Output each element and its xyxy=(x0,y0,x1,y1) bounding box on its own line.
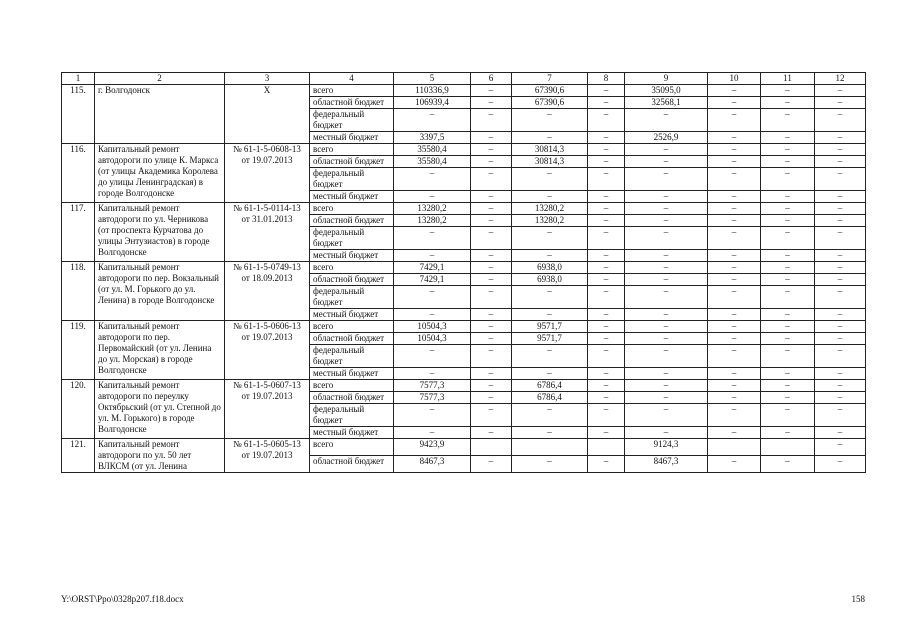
item-number: 121. xyxy=(62,439,95,473)
amount-cell: – xyxy=(588,380,625,392)
amount-cell: 7429,1 xyxy=(394,274,471,286)
amount-cell: – xyxy=(471,392,512,404)
footer-page-number: 158 xyxy=(851,594,865,604)
table-row xyxy=(62,144,866,156)
amount-cell: – xyxy=(708,380,761,392)
column-header: 2 xyxy=(95,73,225,85)
amount-cell: 8467,3 xyxy=(394,456,471,473)
amount-cell: – xyxy=(512,132,588,144)
amount-cell: – xyxy=(708,274,761,286)
funding-source: всего xyxy=(310,439,394,456)
amount-cell: – xyxy=(815,321,866,333)
amount-cell: – xyxy=(815,250,866,262)
amount-cell: – xyxy=(815,274,866,286)
column-header: 1 xyxy=(62,73,95,85)
amount-cell: – xyxy=(512,309,588,321)
funding-source: областной бюджет xyxy=(310,215,394,227)
amount-cell: – xyxy=(625,203,708,215)
amount-cell: – xyxy=(512,286,588,309)
amount-cell: – xyxy=(708,132,761,144)
amount-cell: – xyxy=(761,168,815,191)
amount-cell: – xyxy=(761,456,815,473)
funding-source: всего xyxy=(310,380,394,392)
amount-cell: – xyxy=(588,392,625,404)
amount-cell: 13280,2 xyxy=(394,215,471,227)
amount-cell: – xyxy=(471,333,512,345)
amount-cell: – xyxy=(708,227,761,250)
amount-cell: – xyxy=(815,427,866,439)
amount-cell: – xyxy=(708,109,761,132)
amount-cell: – xyxy=(708,97,761,109)
amount-cell: – xyxy=(588,191,625,203)
table-body xyxy=(62,73,866,473)
amount-cell: – xyxy=(708,333,761,345)
amount-cell: – xyxy=(815,191,866,203)
amount-cell: – xyxy=(708,456,761,473)
object-name: Капитальный ремонт автодороги по улице К. Маркса (от улицы Академика Королева до улицы Ленинградская) в городе Волгодонске xyxy=(95,144,225,203)
object-name: Капитальный ремонт автодороги по пер. Первомайский (от ул. Ленина до ул. Морская) в городе Волгодонске xyxy=(95,321,225,380)
object-name: Капитальный ремонт автодороги по ул. 50 лет ВЛКСМ (от ул. Ленина xyxy=(95,439,225,473)
amount-cell: – xyxy=(761,427,815,439)
amount-cell: – xyxy=(708,309,761,321)
amount-cell: – xyxy=(815,380,866,392)
amount-cell: – xyxy=(394,427,471,439)
amount-cell: 67390,6 xyxy=(512,97,588,109)
amount-cell: 7577,3 xyxy=(394,380,471,392)
amount-cell: – xyxy=(394,286,471,309)
amount-cell: – xyxy=(761,392,815,404)
amount-cell: – xyxy=(394,109,471,132)
item-number: 116. xyxy=(62,144,95,203)
amount-cell: – xyxy=(815,345,866,368)
amount-cell: – xyxy=(761,309,815,321)
amount-cell: – xyxy=(708,368,761,380)
funding-source: всего xyxy=(310,85,394,97)
table-row xyxy=(62,380,866,392)
amount-cell xyxy=(708,439,761,456)
amount-cell: – xyxy=(588,215,625,227)
amount-cell: – xyxy=(588,156,625,168)
amount-cell: – xyxy=(471,191,512,203)
amount-cell: 3397,5 xyxy=(394,132,471,144)
funding-source: федеральный бюджет xyxy=(310,345,394,368)
amount-cell: – xyxy=(625,274,708,286)
amount-cell: – xyxy=(625,250,708,262)
amount-cell: – xyxy=(761,333,815,345)
amount-cell: – xyxy=(588,203,625,215)
funding-source: федеральный бюджет xyxy=(310,109,394,132)
object-name: Капитальный ремонт автодороги по пер. Вокзальный (от ул. М. Горького до ул. Ленина) в городе Волгодонске xyxy=(95,262,225,321)
amount-cell: – xyxy=(625,427,708,439)
amount-cell: – xyxy=(588,286,625,309)
amount-cell: – xyxy=(471,404,512,427)
amount-cell: – xyxy=(815,227,866,250)
funding-source: местный бюджет xyxy=(310,368,394,380)
funding-source: областной бюджет xyxy=(310,274,394,286)
amount-cell: – xyxy=(625,380,708,392)
amount-cell: – xyxy=(708,168,761,191)
amount-cell: – xyxy=(471,368,512,380)
funding-source: местный бюджет xyxy=(310,250,394,262)
item-number: 120. xyxy=(62,380,95,439)
amount-cell: – xyxy=(761,156,815,168)
amount-cell: – xyxy=(471,97,512,109)
funding-source: областной бюджет xyxy=(310,156,394,168)
amount-cell: 6786,4 xyxy=(512,380,588,392)
item-number: 119. xyxy=(62,321,95,380)
amount-cell: – xyxy=(815,144,866,156)
amount-cell: – xyxy=(815,456,866,473)
amount-cell: 7577,3 xyxy=(394,392,471,404)
amount-cell: – xyxy=(588,168,625,191)
amount-cell: – xyxy=(761,345,815,368)
amount-cell: – xyxy=(708,286,761,309)
amount-cell: 9571,7 xyxy=(512,321,588,333)
amount-cell: 30814,3 xyxy=(512,144,588,156)
column-header: 5 xyxy=(394,73,471,85)
column-header: 8 xyxy=(588,73,625,85)
amount-cell: – xyxy=(471,345,512,368)
amount-cell: – xyxy=(815,109,866,132)
amount-cell: – xyxy=(815,439,866,456)
amount-cell: – xyxy=(588,427,625,439)
budget-table xyxy=(61,72,866,473)
amount-cell: – xyxy=(471,274,512,286)
amount-cell: – xyxy=(588,97,625,109)
amount-cell: – xyxy=(512,250,588,262)
amount-cell: – xyxy=(625,109,708,132)
footer-file-path: Y:\ORST\Ppo\0328p207.f18.docx xyxy=(61,594,184,604)
amount-cell: – xyxy=(471,85,512,97)
amount-cell: – xyxy=(512,345,588,368)
amount-cell: – xyxy=(708,404,761,427)
amount-cell: – xyxy=(471,227,512,250)
amount-cell: – xyxy=(761,380,815,392)
funding-source: местный бюджет xyxy=(310,309,394,321)
expertise-reference: № 61-1-5-0114-13 от 31.01.2013 xyxy=(225,203,310,262)
amount-cell: – xyxy=(761,404,815,427)
amount-cell: – xyxy=(815,286,866,309)
amount-cell: – xyxy=(815,404,866,427)
amount-cell: – xyxy=(471,286,512,309)
amount-cell: – xyxy=(708,203,761,215)
expertise-reference: № 61-1-5-0605-13 от 19.07.2013 xyxy=(225,439,310,473)
amount-cell: – xyxy=(471,427,512,439)
funding-source: федеральный бюджет xyxy=(310,168,394,191)
amount-cell: – xyxy=(394,404,471,427)
amount-cell: 106939,4 xyxy=(394,97,471,109)
amount-cell: – xyxy=(471,215,512,227)
amount-cell: – xyxy=(394,250,471,262)
amount-cell: – xyxy=(512,368,588,380)
table-row xyxy=(62,203,866,215)
amount-cell: – xyxy=(394,368,471,380)
amount-cell: – xyxy=(588,250,625,262)
amount-cell: 30814,3 xyxy=(512,156,588,168)
funding-source: федеральный бюджет xyxy=(310,286,394,309)
amount-cell: – xyxy=(708,262,761,274)
amount-cell: – xyxy=(512,191,588,203)
amount-cell: – xyxy=(471,456,512,473)
funding-source: областной бюджет xyxy=(310,456,394,473)
amount-cell: – xyxy=(588,333,625,345)
object-name: Капитальный ремонт автодороги по ул. Черникова (от проспекта Курчатова до улицы Энтузиастов) в городе Волгодонске xyxy=(95,203,225,262)
funding-source: местный бюджет xyxy=(310,427,394,439)
amount-cell: – xyxy=(761,203,815,215)
amount-cell: – xyxy=(394,227,471,250)
amount-cell: – xyxy=(471,250,512,262)
amount-cell: 35095,0 xyxy=(625,85,708,97)
funding-source: областной бюджет xyxy=(310,97,394,109)
amount-cell: – xyxy=(394,309,471,321)
amount-cell: – xyxy=(588,404,625,427)
amount-cell: – xyxy=(761,368,815,380)
amount-cell: – xyxy=(761,109,815,132)
amount-cell: – xyxy=(625,404,708,427)
amount-cell: – xyxy=(625,215,708,227)
amount-cell: 13280,2 xyxy=(512,203,588,215)
amount-cell: – xyxy=(708,392,761,404)
amount-cell: – xyxy=(708,191,761,203)
amount-cell: 13280,2 xyxy=(394,203,471,215)
amount-cell: 10504,3 xyxy=(394,333,471,345)
amount-cell: – xyxy=(512,109,588,132)
column-header: 3 xyxy=(225,73,310,85)
amount-cell: – xyxy=(625,227,708,250)
amount-cell: – xyxy=(708,321,761,333)
amount-cell: – xyxy=(815,392,866,404)
amount-cell: – xyxy=(471,109,512,132)
amount-cell: – xyxy=(471,380,512,392)
amount-cell: – xyxy=(588,309,625,321)
amount-cell: – xyxy=(471,156,512,168)
amount-cell: – xyxy=(815,156,866,168)
amount-cell: – xyxy=(761,132,815,144)
amount-cell: – xyxy=(761,191,815,203)
amount-cell: – xyxy=(512,227,588,250)
amount-cell: 110336,9 xyxy=(394,85,471,97)
amount-cell: 2526,9 xyxy=(625,132,708,144)
funding-source: всего xyxy=(310,203,394,215)
amount-cell: – xyxy=(625,262,708,274)
amount-cell: – xyxy=(761,321,815,333)
amount-cell: – xyxy=(625,286,708,309)
amount-cell: – xyxy=(588,262,625,274)
amount-cell: – xyxy=(588,227,625,250)
amount-cell: – xyxy=(815,85,866,97)
amount-cell: – xyxy=(471,144,512,156)
amount-cell: – xyxy=(512,427,588,439)
amount-cell: – xyxy=(761,215,815,227)
amount-cell: – xyxy=(512,404,588,427)
amount-cell: – xyxy=(471,132,512,144)
expertise-reference: № 61-1-5-0607-13 от 19.07.2013 xyxy=(225,380,310,439)
amount-cell: – xyxy=(588,109,625,132)
amount-cell: – xyxy=(625,368,708,380)
amount-cell: – xyxy=(761,262,815,274)
amount-cell: – xyxy=(512,456,588,473)
amount-cell: 35580,4 xyxy=(394,144,471,156)
object-name: г. Волгодонск xyxy=(95,85,225,144)
amount-cell: – xyxy=(625,168,708,191)
amount-cell: – xyxy=(588,345,625,368)
amount-cell: – xyxy=(625,345,708,368)
amount-cell: – xyxy=(815,168,866,191)
expertise-reference: № 61-1-5-0608-13 от 19.07.2013 xyxy=(225,144,310,203)
funding-source: местный бюджет xyxy=(310,191,394,203)
amount-cell: – xyxy=(815,97,866,109)
amount-cell: – xyxy=(625,156,708,168)
amount-cell: – xyxy=(761,144,815,156)
amount-cell xyxy=(512,439,588,456)
funding-source: всего xyxy=(310,321,394,333)
amount-cell: 8467,3 xyxy=(625,456,708,473)
amount-cell: 32568,1 xyxy=(625,97,708,109)
amount-cell: 9124,3 xyxy=(625,439,708,456)
expertise-reference: № 61-1-5-0749-13 от 18.09.2013 xyxy=(225,262,310,321)
amount-cell: 6786,4 xyxy=(512,392,588,404)
amount-cell: – xyxy=(708,144,761,156)
amount-cell: – xyxy=(815,262,866,274)
funding-source: местный бюджет xyxy=(310,132,394,144)
amount-cell: – xyxy=(512,168,588,191)
object-name: Капитальный ремонт автодороги по переулку Октябрьский (от ул. Степной до ул. М. Горького) в городе Волгодонске xyxy=(95,380,225,439)
amount-cell xyxy=(761,439,815,456)
table-row xyxy=(62,439,866,456)
amount-cell: – xyxy=(815,333,866,345)
header-row xyxy=(62,73,866,85)
column-header: 9 xyxy=(625,73,708,85)
amount-cell: 9571,7 xyxy=(512,333,588,345)
amount-cell: – xyxy=(815,309,866,321)
amount-cell: – xyxy=(588,132,625,144)
item-number: 118. xyxy=(62,262,95,321)
amount-cell: – xyxy=(471,262,512,274)
amount-cell xyxy=(588,439,625,456)
amount-cell: – xyxy=(471,168,512,191)
amount-cell: – xyxy=(761,286,815,309)
table-row xyxy=(62,321,866,333)
table-row xyxy=(62,262,866,274)
funding-source: областной бюджет xyxy=(310,392,394,404)
amount-cell: – xyxy=(708,345,761,368)
amount-cell: 6938,0 xyxy=(512,274,588,286)
amount-cell: – xyxy=(588,321,625,333)
expertise-reference: № 61-1-5-0606-13 от 19.07.2013 xyxy=(225,321,310,380)
amount-cell: 9423,9 xyxy=(394,439,471,456)
funding-source: областной бюджет xyxy=(310,333,394,345)
item-number: 115. xyxy=(62,85,95,144)
amount-cell: – xyxy=(708,427,761,439)
amount-cell: – xyxy=(471,309,512,321)
amount-cell: – xyxy=(471,321,512,333)
amount-cell: – xyxy=(471,203,512,215)
amount-cell: 6938,0 xyxy=(512,262,588,274)
amount-cell: 10504,3 xyxy=(394,321,471,333)
amount-cell: – xyxy=(708,156,761,168)
amount-cell: – xyxy=(588,144,625,156)
column-header: 7 xyxy=(512,73,588,85)
amount-cell: – xyxy=(761,85,815,97)
amount-cell: 7429,1 xyxy=(394,262,471,274)
column-header: 6 xyxy=(471,73,512,85)
expertise-reference: Х xyxy=(225,85,310,144)
amount-cell: – xyxy=(761,250,815,262)
amount-cell: – xyxy=(625,309,708,321)
amount-cell: – xyxy=(625,392,708,404)
amount-cell: – xyxy=(708,85,761,97)
amount-cell: – xyxy=(625,144,708,156)
amount-cell: 35580,4 xyxy=(394,156,471,168)
item-number: 117. xyxy=(62,203,95,262)
amount-cell: – xyxy=(588,274,625,286)
amount-cell: 13280,2 xyxy=(512,215,588,227)
amount-cell: – xyxy=(815,368,866,380)
amount-cell: – xyxy=(625,191,708,203)
table-row xyxy=(62,85,866,97)
column-header: 4 xyxy=(310,73,394,85)
amount-cell: – xyxy=(588,456,625,473)
amount-cell: – xyxy=(761,97,815,109)
amount-cell: – xyxy=(708,250,761,262)
funding-source: всего xyxy=(310,262,394,274)
column-header: 12 xyxy=(815,73,866,85)
funding-source: федеральный бюджет xyxy=(310,404,394,427)
amount-cell: – xyxy=(394,168,471,191)
column-header: 11 xyxy=(761,73,815,85)
amount-cell: – xyxy=(815,203,866,215)
amount-cell: 67390,6 xyxy=(512,85,588,97)
column-header: 10 xyxy=(708,73,761,85)
amount-cell: – xyxy=(708,215,761,227)
amount-cell: – xyxy=(394,345,471,368)
amount-cell: – xyxy=(625,321,708,333)
funding-source: федеральный бюджет xyxy=(310,227,394,250)
amount-cell xyxy=(471,439,512,456)
amount-cell: – xyxy=(761,227,815,250)
amount-cell: – xyxy=(588,85,625,97)
funding-source: всего xyxy=(310,144,394,156)
amount-cell: – xyxy=(394,191,471,203)
amount-cell: – xyxy=(815,132,866,144)
amount-cell: – xyxy=(761,274,815,286)
amount-cell: – xyxy=(815,215,866,227)
amount-cell: – xyxy=(588,368,625,380)
amount-cell: – xyxy=(625,333,708,345)
